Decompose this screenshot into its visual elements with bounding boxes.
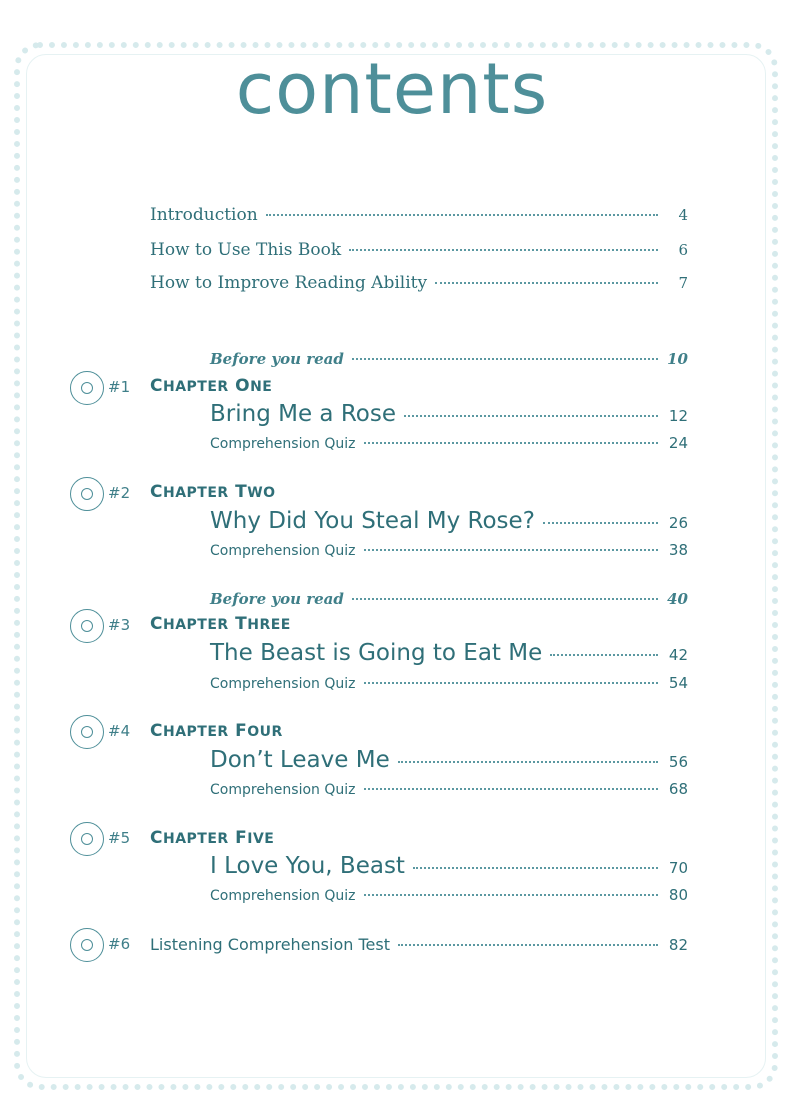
chapter-heading: CHAPTER FIVE — [150, 828, 275, 848]
toc-entry-before-you-read[interactable] — [210, 590, 688, 608]
toc-entry-quiz[interactable] — [210, 674, 688, 692]
toc-page-number: 6 — [678, 241, 688, 259]
dot-leader — [413, 867, 658, 869]
toc-page-number: 54 — [668, 674, 688, 692]
toc-page-number: 24 — [668, 434, 688, 452]
toc-entry-label: I Love You, Beast — [210, 853, 405, 879]
toc-entry-label: Don’t Leave Me — [210, 747, 390, 773]
cd-icon — [70, 928, 104, 962]
toc-entry-before-you-read[interactable] — [210, 350, 688, 368]
dot-leader — [364, 549, 659, 551]
toc-entry-chapter-title[interactable] — [210, 401, 688, 427]
cd-icon — [70, 715, 104, 749]
toc-entry-label: Why Did You Steal My Rose? — [210, 508, 535, 534]
toc-page-number: 38 — [668, 541, 688, 559]
toc-entry-quiz[interactable] — [210, 541, 688, 559]
track-number: #5 — [108, 829, 131, 847]
toc-page-number: 7 — [678, 274, 688, 292]
track-number: #1 — [108, 378, 131, 396]
toc-page-number: 4 — [678, 206, 688, 224]
toc-entry-label: How to Use This Book — [150, 240, 342, 260]
dot-leader — [404, 415, 658, 417]
toc-entry-listening-test[interactable] — [150, 935, 688, 954]
dot-leader — [398, 944, 658, 946]
toc-entry-label: Comprehension Quiz — [210, 676, 356, 692]
dot-leader — [543, 522, 658, 524]
track-number: #4 — [108, 722, 131, 740]
toc-entry-chapter-title[interactable] — [210, 640, 688, 666]
chapter-heading: CHAPTER FOUR — [150, 721, 283, 741]
dot-leader — [550, 654, 658, 656]
toc-page-number: 10 — [667, 350, 688, 368]
toc-page-number: 42 — [668, 646, 688, 664]
toc-entry-quiz[interactable] — [210, 780, 688, 798]
chapter-heading: CHAPTER TWO — [150, 482, 276, 502]
chapter-heading: CHAPTER THREE — [150, 614, 291, 634]
cd-icon — [70, 822, 104, 856]
toc-entry-quiz[interactable] — [210, 886, 688, 904]
toc-entry-chapter-title[interactable] — [210, 747, 688, 773]
toc-page-number: 40 — [667, 590, 688, 608]
toc-entry-quiz[interactable] — [210, 434, 688, 452]
toc-entry-label: Comprehension Quiz — [210, 782, 356, 798]
chapter-heading: CHAPTER ONE — [150, 376, 273, 396]
toc-entry-label: The Beast is Going to Eat Me — [210, 640, 543, 666]
dot-leader — [364, 894, 659, 896]
dot-leader — [266, 214, 658, 216]
toc-entry-label: Introduction — [150, 205, 258, 225]
toc-entry-chapter-title[interactable] — [210, 508, 688, 534]
toc-page-number: 12 — [668, 407, 688, 425]
toc-entry-how-to-use[interactable] — [150, 240, 688, 260]
dot-leader — [398, 761, 658, 763]
toc-entry-chapter-title[interactable] — [210, 853, 688, 879]
dot-leader — [364, 788, 659, 790]
track-number: #2 — [108, 484, 131, 502]
toc-entry-label: Comprehension Quiz — [210, 543, 356, 559]
toc-page-number: 80 — [668, 886, 688, 904]
toc-page-number: 68 — [668, 780, 688, 798]
dot-leader — [352, 598, 658, 600]
toc-entry-label: Comprehension Quiz — [210, 436, 356, 452]
toc-entry-label: Before you read — [210, 590, 344, 608]
dot-leader — [349, 249, 658, 251]
toc-page-number: 70 — [668, 859, 688, 877]
toc-entry-label: Comprehension Quiz — [210, 888, 356, 904]
track-number: #6 — [108, 935, 131, 953]
toc-entry-label: How to Improve Reading Ability — [150, 273, 428, 293]
page-title: contents — [235, 48, 549, 130]
dot-leader — [435, 282, 658, 284]
toc-page-number: 82 — [668, 936, 688, 954]
toc-page-number: 56 — [668, 753, 688, 771]
toc-entry-label: Bring Me a Rose — [210, 401, 396, 427]
dot-leader — [364, 682, 659, 684]
dot-leader — [352, 358, 658, 360]
dot-leader — [364, 442, 659, 444]
cd-icon — [70, 371, 104, 405]
cd-icon — [70, 477, 104, 511]
toc-page-number: 26 — [668, 514, 688, 532]
toc-entry-label: Before you read — [210, 350, 344, 368]
toc-entry-introduction[interactable] — [150, 205, 688, 225]
toc-entry-reading-ability[interactable] — [150, 273, 688, 293]
track-number: #3 — [108, 616, 131, 634]
cd-icon — [70, 609, 104, 643]
toc-entry-label: Listening Comprehension Test — [150, 935, 390, 954]
